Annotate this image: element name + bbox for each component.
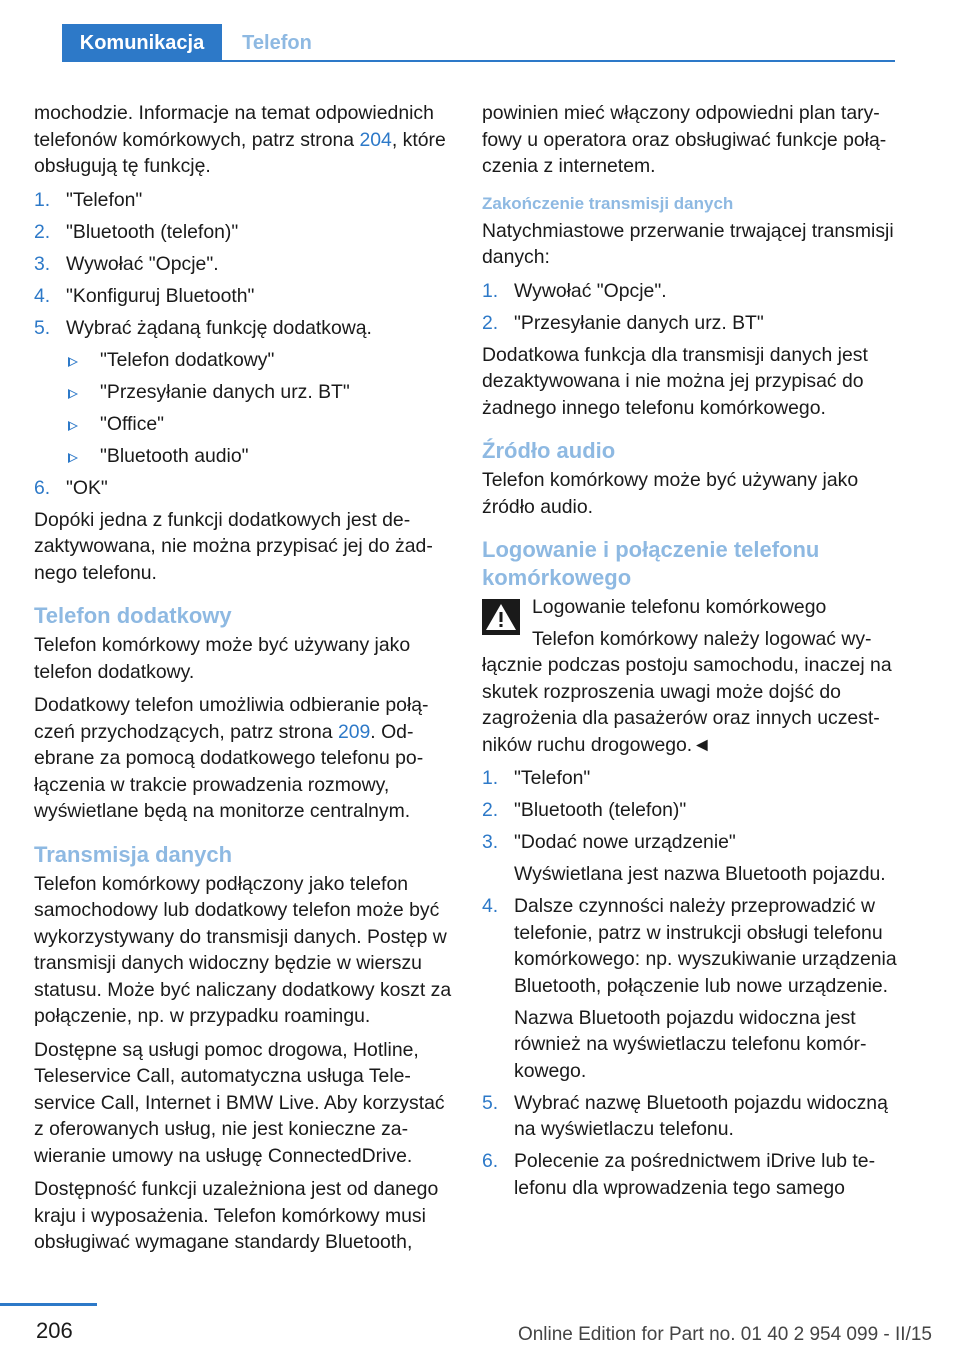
section-tab-telefon[interactable]: Telefon [242,31,312,54]
paragraph: Telefon komórkowy może być używany jako telefon dodatkowy. [34,634,411,683]
footer-rule [0,1303,97,1306]
list-item: 4. "Konfiguruj Bluetooth" [34,284,255,307]
list-item: 6. Polecenie za pośrednictwem iDrive lub telefonu dla wprowadzenia tego samego [482,1150,876,1199]
list-item: 3. Wywołać "Opcje". [34,252,219,275]
paragraph: Dostępne są usługi pomoc drogowa, Hotline, Teleservice Call, automatyczna usługa Teleservice Call, Internet i BMW Live. Aby korzystać z oferowanych usług, nie jest konieczne zawieranie umowy na usługę ConnectedDrive. [34,1038,445,1167]
heading-audio-source: Źródło audio [482,438,616,463]
heading-extra-phone: Telefon dodatkowy [34,603,232,628]
pairing-steps [482,765,902,856]
list-item: 1. "Telefon" [34,188,143,211]
header-rule [62,60,895,62]
paragraph: Dodatkowy telefon umożliwia odbieranie połączeń przychodzących, patrz strona 209. Odebrane za pomocą dodatkowego telefonu połączenia w trakcie prowadzenia rozmowy, wyświetlane będą na monitorze centralnym. [34,694,429,822]
chapter-tab-komunikacja[interactable]: Komunikacja [62,24,222,62]
list-item: 6. "OK" [34,476,108,499]
warning-block [482,594,902,621]
edition-note: Online Edition for Part no. 01 40 2 954 099 - II/15 [517,1324,932,1345]
triangle-bullet-icon [68,357,78,367]
function-options [66,347,454,470]
triangle-bullet-icon [68,389,78,399]
pairing-steps-end [482,1090,902,1202]
step-note: Nazwa Bluetooth pojazdu widoczna jest również na wyświetlaczu telefonu komórkowego. [514,1006,867,1082]
page-link-209[interactable]: 209 [337,720,371,743]
paragraph: Natychmiastowe przerwanie trwającej transmisji danych: [482,219,894,268]
warning-title: Logowanie telefonu komórkowego [532,596,827,618]
heading-pairing: Logowanie i połączenie telefonu komórkowego [482,537,820,590]
page-header [0,0,960,62]
list-item: 2. "Przesyłanie danych urz. BT" [482,311,764,334]
list-item: 1. Wywołać "Opcje". [482,279,667,302]
left-column [34,100,454,1263]
list-item: 3. "Dodać nowe urządzenie" [482,831,736,853]
disabled-note: Dopóki jedna z funkcji dodatkowych jest dezaktywowana, nie można przypisać jej do żadnego telefonu. [34,508,433,584]
page-number: 206 [36,1318,73,1343]
paragraph: Telefon komórkowy podłączony jako telefon samochodowy lub dodatkowy telefon może być wykorzystywany do transmisji danych. Postęp w transmisji danych widoczny będzie w wierszu statusu. Może być naliczany dodatkowy koszt za połączenie, np. w przypadku roamingu. [34,872,452,1027]
warning-text: Telefon komórkowy należy logować wyłącznie podczas postoju samochodu, inaczej na skutek rozproszenia uwagi może dojść do zagrożenia dla pasażerów oraz innych uczestników ruchu drogowego.◄ [482,627,892,756]
right-column [482,100,902,1207]
heading-end-transfer: Zakończenie transmisji danych [482,193,734,213]
pairing-steps-cont [482,893,902,999]
list-item: 2. "Bluetooth (telefon)" [34,220,239,243]
end-transfer-steps [482,278,902,337]
intro-paragraph: mochodzie. Informacje na temat odpowiednich telefonów komórkowych, patrz strona 204, które obsługują tę funkcję. [34,102,446,177]
bullet-item: "Telefon dodatkowy" [66,347,454,374]
list-item: 5. Wybrać nazwę Bluetooth pojazdu widoczną na wyświetlaczu telefonu. [482,1091,888,1140]
list-item: 1. "Telefon" [482,767,591,789]
paragraph: Telefon komórkowy może być używany jako źródło audio. [482,469,859,518]
triangle-bullet-icon [68,453,78,463]
paragraph: Dostępność funkcji uzależniona jest od danego kraju i wyposażenia. Telefon komórkowy musi obsługiwać wymagane standardy Bluetooth, [34,1178,439,1253]
warning-triangle-icon [482,599,520,635]
paragraph: powinien mieć włączony odpowiedni plan taryfowy u operatora oraz obsługiwać funkcje połączenia z internetem. [482,102,887,177]
heading-data-transfer: Transmisja danych [34,841,233,867]
settings-steps [34,187,454,502]
list-item: 5. Wybrać żądaną funkcję dodatkową. "Telefon dodatkowy" "Przesyłanie danych urz. BT" "Office" "Bluetooth audio" [34,315,454,470]
bullet-item: "Office" [66,411,454,438]
triangle-bullet-icon [68,421,78,431]
step-note: Wyświetlana jest nazwa Bluetooth pojazdu. [514,863,886,885]
list-item: 2. "Bluetooth (telefon)" [482,799,687,821]
list-item: 4. Dalsze czynności należy przeprowadzić w telefonie, patrz w instrukcji obsługi telefonu komórkowego: np. wyszukiwanie urządzenia Bluetooth, połączenie lub nowe urządzenie. [482,895,897,997]
page-link-204[interactable]: 204 [359,128,392,151]
bullet-item: "Przesyłanie danych urz. BT" [66,379,454,406]
paragraph: Dodatkowa funkcja dla transmisji danych jest dezaktywowana i nie można jej przypisać do żadnego innego telefonu komórkowego. [482,343,868,419]
bullet-item: "Bluetooth audio" [66,443,454,470]
